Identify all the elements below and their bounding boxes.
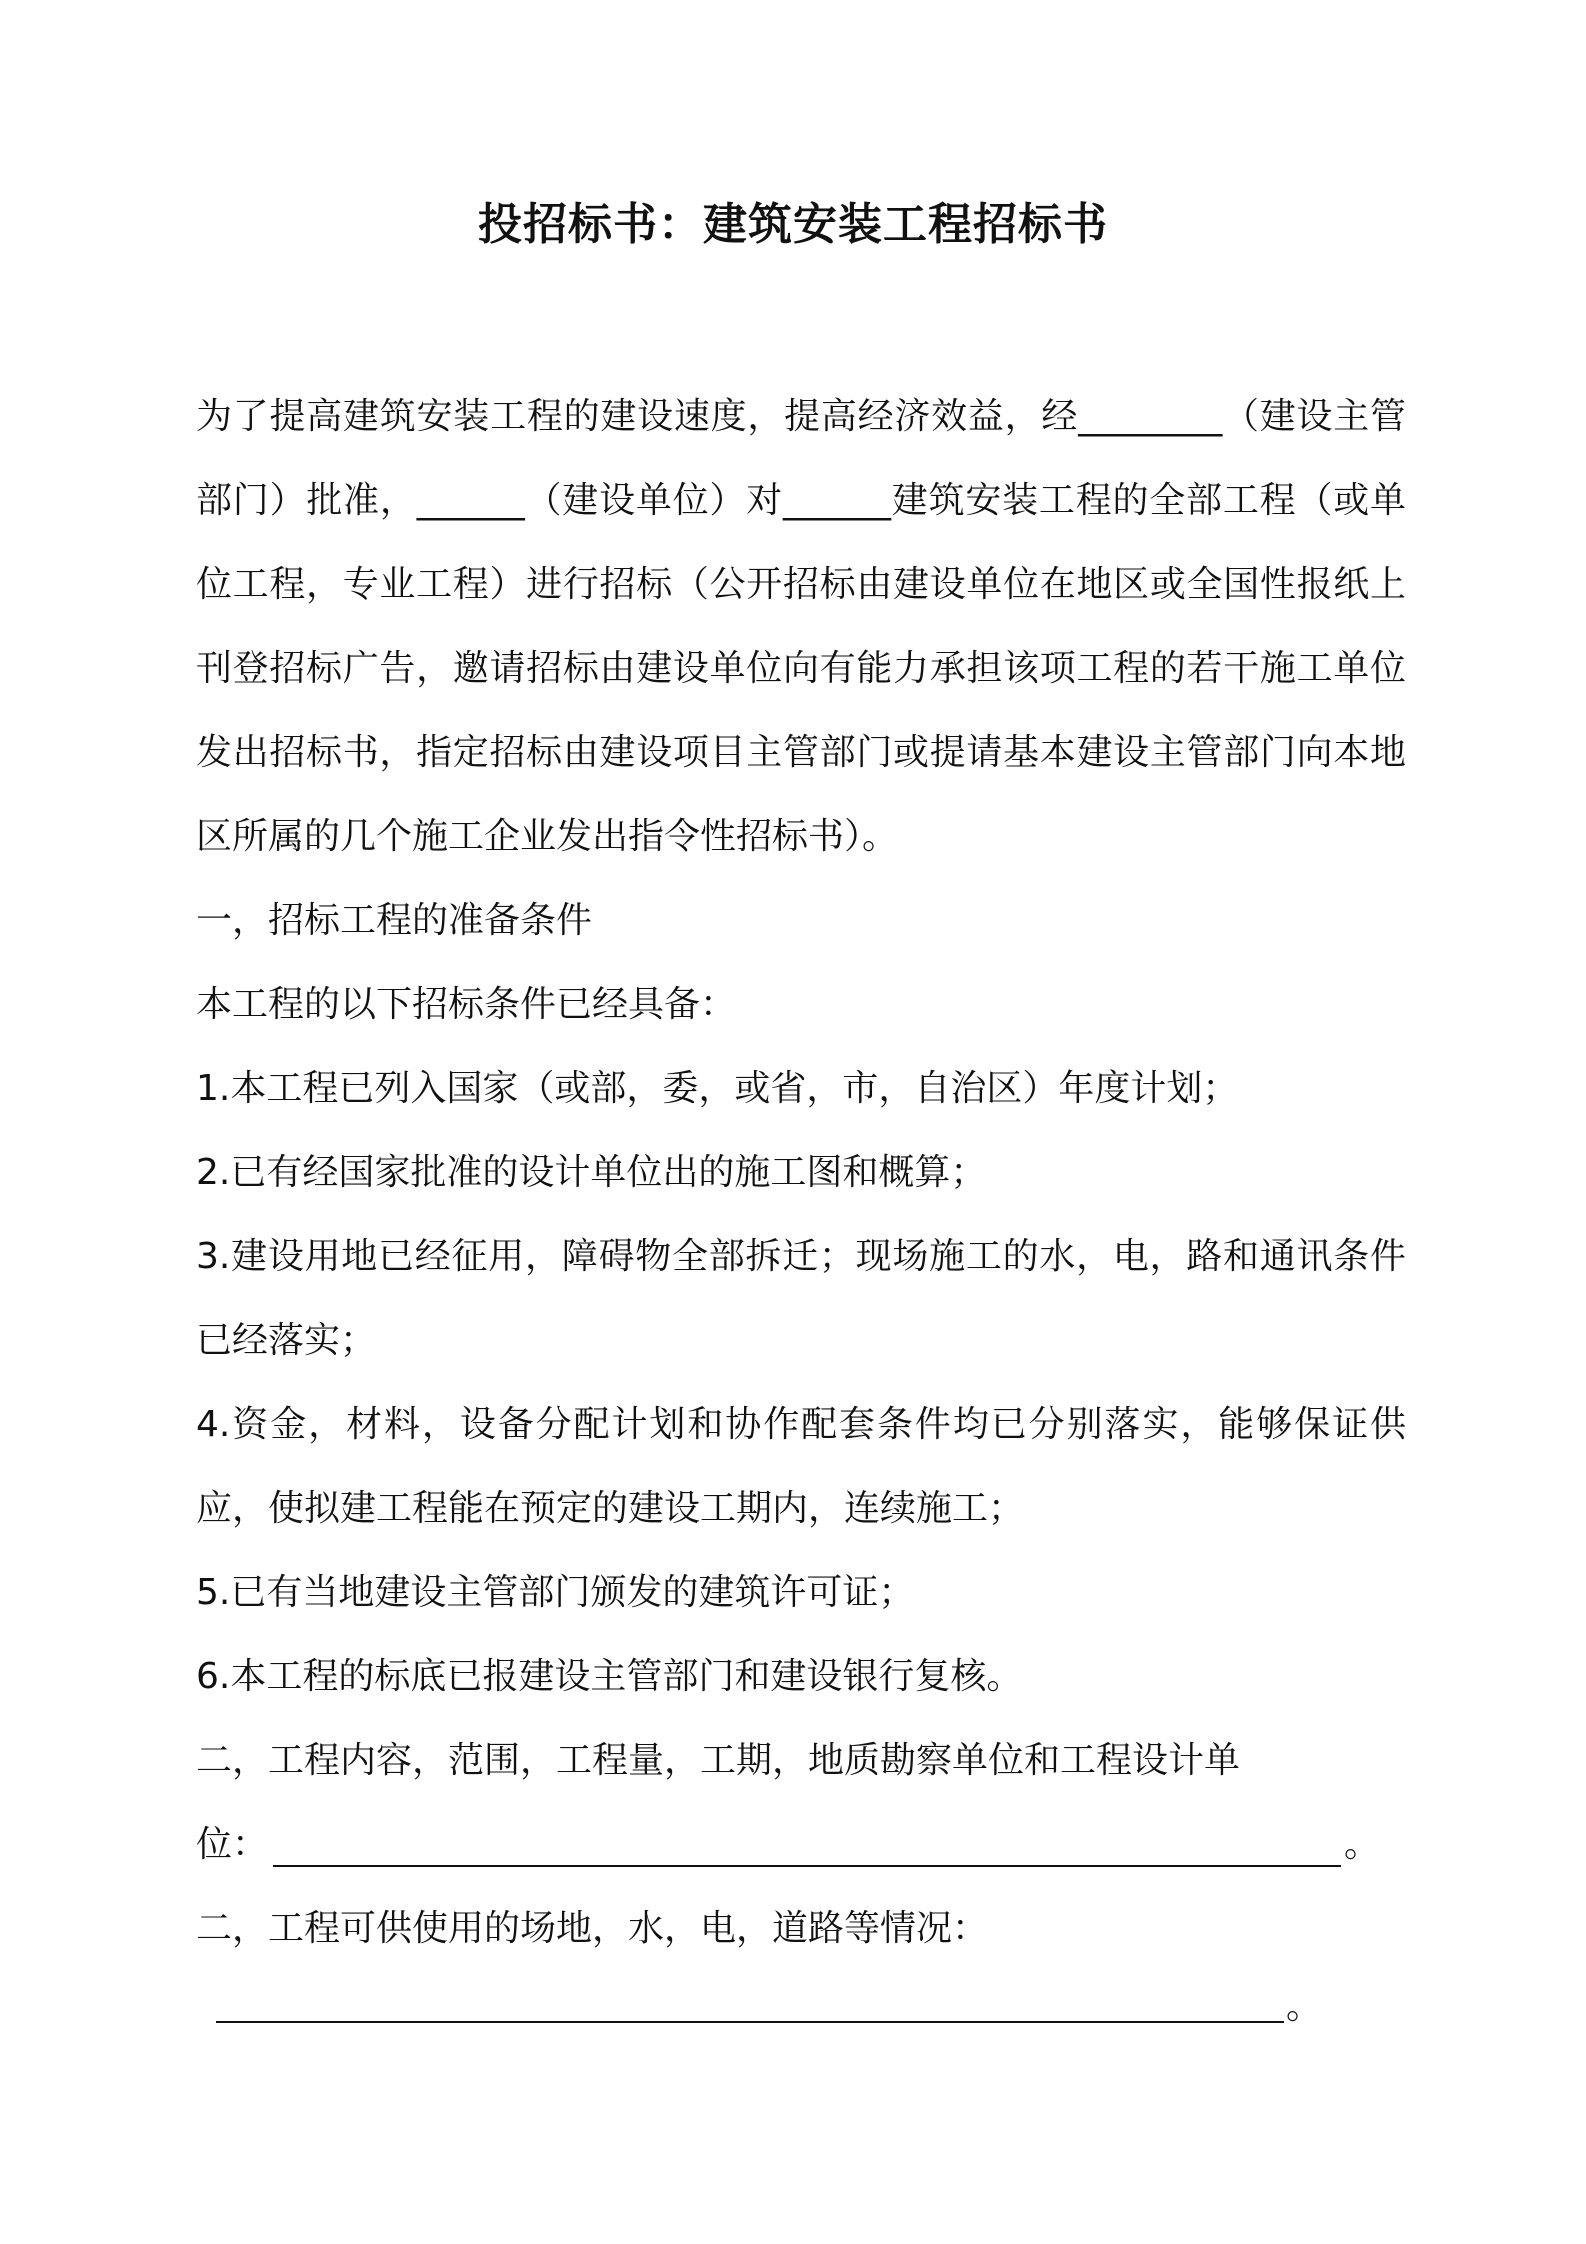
section-3-fill-line xyxy=(216,2021,1284,2023)
section-2-label: 位： xyxy=(196,1824,269,1865)
condition-item-3: 3.建设用地已经征用，障碍物全部拆迁；现场施工的水，电，路和通讯条件已经落实； xyxy=(196,1236,1406,1361)
condition-item-1: 1.本工程已列入国家（或部，委，或省，市，自治区）年度计划； xyxy=(196,1068,1239,1109)
intro-paragraph: 为了提高建筑安装工程的建设速度，提高经济效益，经________（建设主管部门）批准，______（建设单位）对______建筑安装工程的全部工程（或单位工程，专业工程）进行招标（公开招标由建设单位在地区或全国性报纸上刊登招标广告，邀请招标由建设单位向有能力承担该项工程的若干施工单位发出招标书，指定招标由建设项目主管部门或提请基本建设主管部门向本地区所属的几个施工企业发出指令性招标书）。 xyxy=(196,396,1406,857)
section-2-end-mark: 。 xyxy=(1344,1824,1381,1865)
section-2-blank-line xyxy=(196,1803,1416,1887)
section-1-heading: 一，招标工程的准备条件 xyxy=(196,900,593,941)
condition-item-6: 6.本工程的标底已报建设主管部门和建设银行复核。 xyxy=(196,1656,1023,1697)
document-body xyxy=(196,375,1416,2055)
section-3-heading: 二，工程可供使用的场地，水，电，道路等情况： xyxy=(196,1908,989,1949)
section-1-lead: 本工程的以下招标条件已经具备： xyxy=(196,984,737,1025)
section-2-heading: 二，工程内容，范围，工程量，工期，地质勘察单位和工程设计单 xyxy=(196,1740,1241,1781)
condition-item-2: 2.已有经国家批准的设计单位出的施工图和概算； xyxy=(196,1152,987,1193)
condition-item-5: 5.已有当地建设主管部门颁发的建筑许可证； xyxy=(196,1572,915,1613)
document-title: 投招标书：建筑安装工程招标书 xyxy=(478,199,1108,250)
section-2-fill-line xyxy=(273,1865,1341,1867)
section-3-end-mark: 。 xyxy=(1286,1986,1323,2027)
section-3-blank-line xyxy=(196,1971,1416,2055)
condition-item-4: 4.资金，材料，设备分配计划和协作配套条件均已分别落实，能够保证供应，使拟建工程能在预定的建设工期内，连续施工； xyxy=(196,1404,1406,1529)
